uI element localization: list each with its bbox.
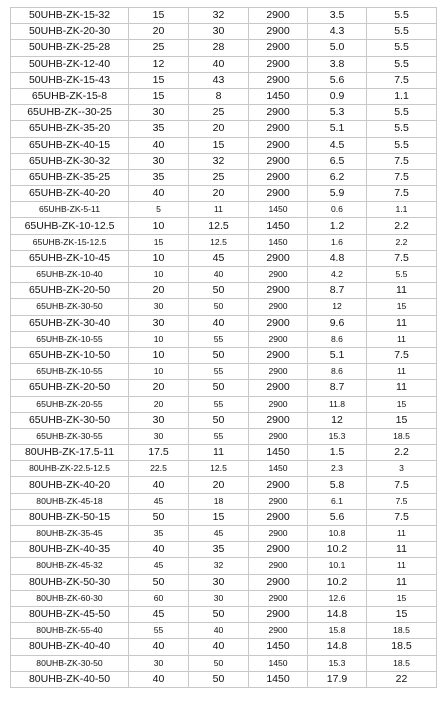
motor-power-cell: 5.5 bbox=[367, 24, 437, 40]
motor-power-cell: 18.5 bbox=[367, 428, 437, 444]
table-row bbox=[11, 606, 437, 622]
table-row bbox=[11, 445, 437, 461]
table-row bbox=[11, 283, 437, 299]
speed-cell: 2900 bbox=[249, 606, 308, 622]
flow-cell: 40 bbox=[129, 186, 189, 202]
flow-cell: 55 bbox=[129, 623, 189, 639]
speed-cell: 2900 bbox=[249, 574, 308, 590]
model-cell: 65UHB-ZK-10-12.5 bbox=[11, 218, 129, 234]
model-cell: 80UHB-ZK-55-40 bbox=[11, 623, 129, 639]
speed-cell: 2900 bbox=[249, 315, 308, 331]
speed-cell: 2900 bbox=[249, 380, 308, 396]
head-cell: 40 bbox=[189, 639, 249, 655]
shaft-power-cell: 5.1 bbox=[308, 347, 367, 363]
motor-power-cell: 11 bbox=[367, 364, 437, 380]
head-cell: 50 bbox=[189, 283, 249, 299]
model-cell: 80UHB-ZK-40-20 bbox=[11, 477, 129, 493]
table-row bbox=[11, 428, 437, 444]
speed-cell: 2900 bbox=[249, 526, 308, 542]
speed-cell: 2900 bbox=[249, 105, 308, 121]
model-cell: 80UHB-ZK-45-50 bbox=[11, 606, 129, 622]
pump-spec-table bbox=[10, 7, 437, 688]
model-cell: 80UHB-ZK-45-18 bbox=[11, 493, 129, 509]
head-cell: 50 bbox=[189, 347, 249, 363]
speed-cell: 2900 bbox=[249, 153, 308, 169]
table-row bbox=[11, 558, 437, 574]
speed-cell: 2900 bbox=[249, 137, 308, 153]
head-cell: 55 bbox=[189, 364, 249, 380]
table-row bbox=[11, 72, 437, 88]
head-cell: 30 bbox=[189, 574, 249, 590]
motor-power-cell: 18.5 bbox=[367, 655, 437, 671]
model-cell: 65UHB-ZK-10-45 bbox=[11, 250, 129, 266]
flow-cell: 45 bbox=[129, 606, 189, 622]
head-cell: 28 bbox=[189, 40, 249, 56]
table-row bbox=[11, 639, 437, 655]
head-cell: 50 bbox=[189, 299, 249, 315]
flow-cell: 20 bbox=[129, 24, 189, 40]
shaft-power-cell: 1.5 bbox=[308, 445, 367, 461]
speed-cell: 2900 bbox=[249, 477, 308, 493]
table-row bbox=[11, 364, 437, 380]
head-cell: 50 bbox=[189, 655, 249, 671]
motor-power-cell: 7.5 bbox=[367, 509, 437, 525]
table-row bbox=[11, 250, 437, 266]
flow-cell: 30 bbox=[129, 315, 189, 331]
shaft-power-cell: 10.1 bbox=[308, 558, 367, 574]
head-cell: 50 bbox=[189, 412, 249, 428]
shaft-power-cell: 2.3 bbox=[308, 461, 367, 477]
table-row bbox=[11, 137, 437, 153]
table-row bbox=[11, 40, 437, 56]
motor-power-cell: 15 bbox=[367, 590, 437, 606]
flow-cell: 5 bbox=[129, 202, 189, 218]
table-row bbox=[11, 542, 437, 558]
flow-cell: 30 bbox=[129, 299, 189, 315]
shaft-power-cell: 5.9 bbox=[308, 186, 367, 202]
table-row bbox=[11, 267, 437, 283]
flow-cell: 40 bbox=[129, 542, 189, 558]
head-cell: 50 bbox=[189, 671, 249, 687]
model-cell: 80UHB-ZK-22.5-12.5 bbox=[11, 461, 129, 477]
model-cell: 65UHB-ZK-40-20 bbox=[11, 186, 129, 202]
motor-power-cell: 11 bbox=[367, 558, 437, 574]
speed-cell: 2900 bbox=[249, 40, 308, 56]
shaft-power-cell: 14.8 bbox=[308, 606, 367, 622]
head-cell: 15 bbox=[189, 137, 249, 153]
motor-power-cell: 15 bbox=[367, 606, 437, 622]
head-cell: 30 bbox=[189, 24, 249, 40]
flow-cell: 20 bbox=[129, 396, 189, 412]
model-cell: 65UHB-ZK-15-8 bbox=[11, 88, 129, 104]
model-cell: 65UHB-ZK-10-40 bbox=[11, 267, 129, 283]
table-row bbox=[11, 218, 437, 234]
table-row bbox=[11, 331, 437, 347]
shaft-power-cell: 4.8 bbox=[308, 250, 367, 266]
table-row bbox=[11, 461, 437, 477]
table-row bbox=[11, 671, 437, 687]
flow-cell: 22.5 bbox=[129, 461, 189, 477]
speed-cell: 2900 bbox=[249, 331, 308, 347]
table-row bbox=[11, 121, 437, 137]
table-row bbox=[11, 315, 437, 331]
head-cell: 45 bbox=[189, 250, 249, 266]
flow-cell: 30 bbox=[129, 655, 189, 671]
head-cell: 20 bbox=[189, 477, 249, 493]
shaft-power-cell: 15.8 bbox=[308, 623, 367, 639]
table-row bbox=[11, 56, 437, 72]
model-cell: 65UHB-ZK-30-50 bbox=[11, 412, 129, 428]
flow-cell: 10 bbox=[129, 331, 189, 347]
speed-cell: 1450 bbox=[249, 639, 308, 655]
flow-cell: 10 bbox=[129, 250, 189, 266]
motor-power-cell: 1.1 bbox=[367, 88, 437, 104]
head-cell: 25 bbox=[189, 105, 249, 121]
motor-power-cell: 22 bbox=[367, 671, 437, 687]
flow-cell: 30 bbox=[129, 428, 189, 444]
head-cell: 11 bbox=[189, 202, 249, 218]
head-cell: 12.5 bbox=[189, 218, 249, 234]
shaft-power-cell: 4.2 bbox=[308, 267, 367, 283]
shaft-power-cell: 6.5 bbox=[308, 153, 367, 169]
flow-cell: 60 bbox=[129, 590, 189, 606]
motor-power-cell: 2.2 bbox=[367, 234, 437, 250]
shaft-power-cell: 11.8 bbox=[308, 396, 367, 412]
motor-power-cell: 3 bbox=[367, 461, 437, 477]
shaft-power-cell: 12 bbox=[308, 412, 367, 428]
head-cell: 40 bbox=[189, 56, 249, 72]
flow-cell: 30 bbox=[129, 105, 189, 121]
speed-cell: 2900 bbox=[249, 412, 308, 428]
motor-power-cell: 1.1 bbox=[367, 202, 437, 218]
motor-power-cell: 7.5 bbox=[367, 493, 437, 509]
head-cell: 11 bbox=[189, 445, 249, 461]
model-cell: 65UHB-ZK-10-50 bbox=[11, 347, 129, 363]
speed-cell: 2900 bbox=[249, 542, 308, 558]
table-row bbox=[11, 234, 437, 250]
speed-cell: 2900 bbox=[249, 24, 308, 40]
model-cell: 65UHB-ZK-40-15 bbox=[11, 137, 129, 153]
model-cell: 50UHB-ZK-15-43 bbox=[11, 72, 129, 88]
model-cell: 80UHB-ZK-35-45 bbox=[11, 526, 129, 542]
shaft-power-cell: 3.5 bbox=[308, 8, 367, 24]
motor-power-cell: 7.5 bbox=[367, 477, 437, 493]
model-cell: 65UHB-ZK--30-25 bbox=[11, 105, 129, 121]
table-row bbox=[11, 493, 437, 509]
model-cell: 80UHB-ZK-17.5-11 bbox=[11, 445, 129, 461]
shaft-power-cell: 14.8 bbox=[308, 639, 367, 655]
head-cell: 25 bbox=[189, 169, 249, 185]
motor-power-cell: 18.5 bbox=[367, 623, 437, 639]
motor-power-cell: 5.5 bbox=[367, 105, 437, 121]
head-cell: 45 bbox=[189, 526, 249, 542]
model-cell: 80UHB-ZK-60-30 bbox=[11, 590, 129, 606]
speed-cell: 2900 bbox=[249, 493, 308, 509]
motor-power-cell: 5.5 bbox=[367, 137, 437, 153]
model-cell: 65UHB-ZK-15-12.5 bbox=[11, 234, 129, 250]
model-cell: 50UHB-ZK-25-28 bbox=[11, 40, 129, 56]
speed-cell: 2900 bbox=[249, 558, 308, 574]
speed-cell: 2900 bbox=[249, 509, 308, 525]
flow-cell: 17.5 bbox=[129, 445, 189, 461]
motor-power-cell: 7.5 bbox=[367, 250, 437, 266]
motor-power-cell: 5.5 bbox=[367, 56, 437, 72]
speed-cell: 1450 bbox=[249, 655, 308, 671]
shaft-power-cell: 5.3 bbox=[308, 105, 367, 121]
pump-spec-table-body bbox=[11, 8, 437, 688]
model-cell: 80UHB-ZK-40-50 bbox=[11, 671, 129, 687]
shaft-power-cell: 4.3 bbox=[308, 24, 367, 40]
table-row bbox=[11, 509, 437, 525]
motor-power-cell: 15 bbox=[367, 412, 437, 428]
flow-cell: 10 bbox=[129, 347, 189, 363]
table-row bbox=[11, 169, 437, 185]
model-cell: 80UHB-ZK-50-15 bbox=[11, 509, 129, 525]
model-cell: 65UHB-ZK-5-11 bbox=[11, 202, 129, 218]
model-cell: 80UHB-ZK-30-50 bbox=[11, 655, 129, 671]
speed-cell: 2900 bbox=[249, 623, 308, 639]
motor-power-cell: 2.2 bbox=[367, 445, 437, 461]
speed-cell: 2900 bbox=[249, 186, 308, 202]
speed-cell: 2900 bbox=[249, 169, 308, 185]
motor-power-cell: 5.5 bbox=[367, 8, 437, 24]
table-row bbox=[11, 8, 437, 24]
motor-power-cell: 2.2 bbox=[367, 218, 437, 234]
table-row bbox=[11, 412, 437, 428]
flow-cell: 15 bbox=[129, 234, 189, 250]
flow-cell: 10 bbox=[129, 364, 189, 380]
motor-power-cell: 11 bbox=[367, 331, 437, 347]
shaft-power-cell: 10.2 bbox=[308, 542, 367, 558]
flow-cell: 10 bbox=[129, 267, 189, 283]
shaft-power-cell: 5.0 bbox=[308, 40, 367, 56]
shaft-power-cell: 10.2 bbox=[308, 574, 367, 590]
speed-cell: 1450 bbox=[249, 445, 308, 461]
table-row bbox=[11, 105, 437, 121]
head-cell: 32 bbox=[189, 8, 249, 24]
flow-cell: 20 bbox=[129, 380, 189, 396]
head-cell: 8 bbox=[189, 88, 249, 104]
head-cell: 15 bbox=[189, 509, 249, 525]
flow-cell: 15 bbox=[129, 88, 189, 104]
model-cell: 50UHB-ZK-12-40 bbox=[11, 56, 129, 72]
shaft-power-cell: 8.6 bbox=[308, 364, 367, 380]
head-cell: 35 bbox=[189, 542, 249, 558]
speed-cell: 1450 bbox=[249, 234, 308, 250]
speed-cell: 2900 bbox=[249, 396, 308, 412]
head-cell: 20 bbox=[189, 186, 249, 202]
flow-cell: 30 bbox=[129, 153, 189, 169]
shaft-power-cell: 5.6 bbox=[308, 509, 367, 525]
motor-power-cell: 5.5 bbox=[367, 267, 437, 283]
speed-cell: 2900 bbox=[249, 590, 308, 606]
table-row bbox=[11, 24, 437, 40]
motor-power-cell: 7.5 bbox=[367, 153, 437, 169]
motor-power-cell: 5.5 bbox=[367, 40, 437, 56]
motor-power-cell: 11 bbox=[367, 380, 437, 396]
table-row bbox=[11, 623, 437, 639]
head-cell: 50 bbox=[189, 606, 249, 622]
table-row bbox=[11, 396, 437, 412]
head-cell: 40 bbox=[189, 315, 249, 331]
model-cell: 65UHB-ZK-30-32 bbox=[11, 153, 129, 169]
head-cell: 12.5 bbox=[189, 234, 249, 250]
speed-cell: 2900 bbox=[249, 283, 308, 299]
flow-cell: 40 bbox=[129, 671, 189, 687]
flow-cell: 50 bbox=[129, 509, 189, 525]
speed-cell: 2900 bbox=[249, 72, 308, 88]
shaft-power-cell: 1.2 bbox=[308, 218, 367, 234]
shaft-power-cell: 8.7 bbox=[308, 380, 367, 396]
head-cell: 55 bbox=[189, 428, 249, 444]
flow-cell: 40 bbox=[129, 477, 189, 493]
table-row bbox=[11, 380, 437, 396]
speed-cell: 2900 bbox=[249, 364, 308, 380]
motor-power-cell: 7.5 bbox=[367, 169, 437, 185]
shaft-power-cell: 8.6 bbox=[308, 331, 367, 347]
motor-power-cell: 7.5 bbox=[367, 347, 437, 363]
model-cell: 65UHB-ZK-30-50 bbox=[11, 299, 129, 315]
speed-cell: 1450 bbox=[249, 88, 308, 104]
flow-cell: 35 bbox=[129, 526, 189, 542]
shaft-power-cell: 6.2 bbox=[308, 169, 367, 185]
head-cell: 55 bbox=[189, 396, 249, 412]
head-cell: 32 bbox=[189, 558, 249, 574]
speed-cell: 2900 bbox=[249, 121, 308, 137]
flow-cell: 45 bbox=[129, 558, 189, 574]
flow-cell: 45 bbox=[129, 493, 189, 509]
speed-cell: 2900 bbox=[249, 347, 308, 363]
table-row bbox=[11, 299, 437, 315]
model-cell: 65UHB-ZK-10-55 bbox=[11, 331, 129, 347]
head-cell: 18 bbox=[189, 493, 249, 509]
speed-cell: 2900 bbox=[249, 428, 308, 444]
flow-cell: 15 bbox=[129, 72, 189, 88]
flow-cell: 10 bbox=[129, 218, 189, 234]
head-cell: 40 bbox=[189, 623, 249, 639]
shaft-power-cell: 9.6 bbox=[308, 315, 367, 331]
shaft-power-cell: 3.8 bbox=[308, 56, 367, 72]
head-cell: 43 bbox=[189, 72, 249, 88]
speed-cell: 1450 bbox=[249, 671, 308, 687]
motor-power-cell: 11 bbox=[367, 315, 437, 331]
model-cell: 65UHB-ZK-20-50 bbox=[11, 283, 129, 299]
shaft-power-cell: 15.3 bbox=[308, 428, 367, 444]
model-cell: 80UHB-ZK-40-35 bbox=[11, 542, 129, 558]
head-cell: 30 bbox=[189, 590, 249, 606]
motor-power-cell: 11 bbox=[367, 574, 437, 590]
speed-cell: 1450 bbox=[249, 202, 308, 218]
shaft-power-cell: 17.9 bbox=[308, 671, 367, 687]
motor-power-cell: 11 bbox=[367, 542, 437, 558]
shaft-power-cell: 8.7 bbox=[308, 283, 367, 299]
model-cell: 65UHB-ZK-35-25 bbox=[11, 169, 129, 185]
motor-power-cell: 7.5 bbox=[367, 186, 437, 202]
shaft-power-cell: 10.8 bbox=[308, 526, 367, 542]
shaft-power-cell: 5.8 bbox=[308, 477, 367, 493]
model-cell: 65UHB-ZK-30-40 bbox=[11, 315, 129, 331]
model-cell: 50UHB-ZK-20-30 bbox=[11, 24, 129, 40]
model-cell: 65UHB-ZK-35-20 bbox=[11, 121, 129, 137]
table-row bbox=[11, 88, 437, 104]
motor-power-cell: 15 bbox=[367, 299, 437, 315]
shaft-power-cell: 5.1 bbox=[308, 121, 367, 137]
model-cell: 80UHB-ZK-50-30 bbox=[11, 574, 129, 590]
head-cell: 20 bbox=[189, 121, 249, 137]
shaft-power-cell: 6.1 bbox=[308, 493, 367, 509]
model-cell: 65UHB-ZK-10-55 bbox=[11, 364, 129, 380]
model-cell: 80UHB-ZK-40-40 bbox=[11, 639, 129, 655]
model-cell: 50UHB-ZK-15-32 bbox=[11, 8, 129, 24]
model-cell: 80UHB-ZK-45-32 bbox=[11, 558, 129, 574]
motor-power-cell: 7.5 bbox=[367, 72, 437, 88]
flow-cell: 12 bbox=[129, 56, 189, 72]
model-cell: 65UHB-ZK-20-50 bbox=[11, 380, 129, 396]
table-row bbox=[11, 202, 437, 218]
head-cell: 40 bbox=[189, 267, 249, 283]
shaft-power-cell: 12 bbox=[308, 299, 367, 315]
flow-cell: 35 bbox=[129, 169, 189, 185]
speed-cell: 1450 bbox=[249, 461, 308, 477]
flow-cell: 40 bbox=[129, 137, 189, 153]
speed-cell: 2900 bbox=[249, 250, 308, 266]
speed-cell: 2900 bbox=[249, 56, 308, 72]
motor-power-cell: 15 bbox=[367, 396, 437, 412]
motor-power-cell: 11 bbox=[367, 283, 437, 299]
speed-cell: 1450 bbox=[249, 218, 308, 234]
table-row bbox=[11, 477, 437, 493]
head-cell: 32 bbox=[189, 153, 249, 169]
head-cell: 12.5 bbox=[189, 461, 249, 477]
table-row bbox=[11, 526, 437, 542]
flow-cell: 20 bbox=[129, 283, 189, 299]
table-row bbox=[11, 655, 437, 671]
motor-power-cell: 11 bbox=[367, 526, 437, 542]
speed-cell: 2900 bbox=[249, 267, 308, 283]
speed-cell: 2900 bbox=[249, 299, 308, 315]
model-cell: 65UHB-ZK-20-55 bbox=[11, 396, 129, 412]
flow-cell: 40 bbox=[129, 639, 189, 655]
motor-power-cell: 18.5 bbox=[367, 639, 437, 655]
shaft-power-cell: 4.5 bbox=[308, 137, 367, 153]
table-row bbox=[11, 347, 437, 363]
head-cell: 55 bbox=[189, 331, 249, 347]
head-cell: 50 bbox=[189, 380, 249, 396]
shaft-power-cell: 0.9 bbox=[308, 88, 367, 104]
flow-cell: 50 bbox=[129, 574, 189, 590]
speed-cell: 2900 bbox=[249, 8, 308, 24]
table-row bbox=[11, 574, 437, 590]
shaft-power-cell: 5.6 bbox=[308, 72, 367, 88]
table-row bbox=[11, 153, 437, 169]
table-row bbox=[11, 186, 437, 202]
flow-cell: 30 bbox=[129, 412, 189, 428]
flow-cell: 15 bbox=[129, 8, 189, 24]
shaft-power-cell: 0.6 bbox=[308, 202, 367, 218]
shaft-power-cell: 15.3 bbox=[308, 655, 367, 671]
shaft-power-cell: 1.6 bbox=[308, 234, 367, 250]
motor-power-cell: 5.5 bbox=[367, 121, 437, 137]
model-cell: 65UHB-ZK-30-55 bbox=[11, 428, 129, 444]
table-row bbox=[11, 590, 437, 606]
shaft-power-cell: 12.6 bbox=[308, 590, 367, 606]
flow-cell: 35 bbox=[129, 121, 189, 137]
flow-cell: 25 bbox=[129, 40, 189, 56]
